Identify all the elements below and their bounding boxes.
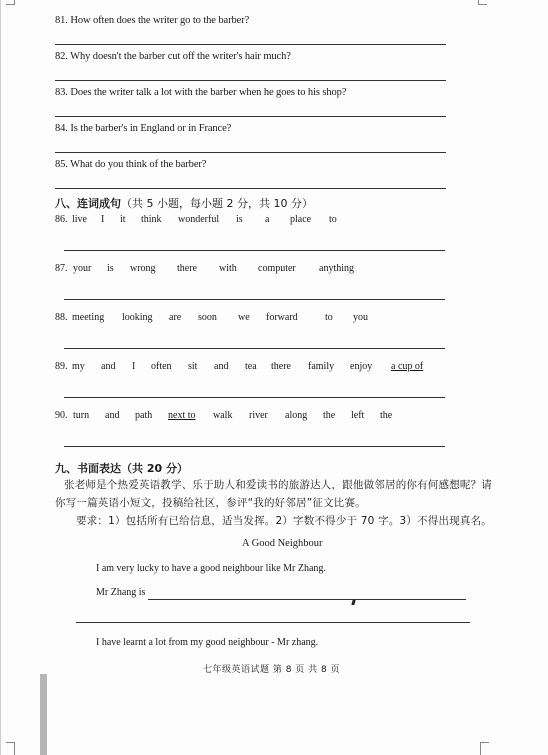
section-8-title: 八、连词成句 [55,197,121,210]
essay-answer-line[interactable] [148,599,466,600]
word: turn [73,410,90,421]
question-number: 87. [55,263,68,274]
question-86 [55,214,455,228]
word: are [169,312,182,323]
answer-line-85[interactable] [55,188,446,189]
word: family [308,361,335,372]
word: there [271,361,291,372]
word: and [214,361,229,372]
section-9-heading [55,460,188,476]
word: left [351,410,365,421]
section-9-points: （共 20 分） [121,462,188,475]
word: walk [213,410,233,421]
word: the [380,410,393,421]
word: computer [258,263,296,274]
word: your [73,263,92,274]
word: wonderful [178,214,220,225]
answer-line-87[interactable] [64,299,445,300]
word: think [141,214,162,225]
page-footer: 七年级英语试题 第 8 页 共 8 页 [203,665,341,675]
question-number: 86. [55,214,68,225]
ink-mark [351,600,355,605]
answer-line-84[interactable] [55,152,446,153]
word: a [265,214,270,225]
word: live [72,214,87,225]
question-89 [55,361,455,375]
word: enjoy [350,361,373,372]
question-90 [55,410,455,424]
essay-prompt-line: Mr Zhang is [96,587,146,598]
word: anything [319,263,354,274]
word: with [219,263,237,274]
question-number: 90. [55,410,68,421]
writing-prompt-line-1: 张老师是个热爱英语教学、乐于助人和爱读书的旅游达人，跟他做邻居的你有何感想呢？请 [64,479,492,491]
essay-title: A Good Neighbour [242,538,323,549]
word: I [132,361,136,372]
word-underlined: next to [168,410,196,421]
answer-line-83[interactable] [55,116,446,117]
word: path [135,410,153,421]
answer-line-90[interactable] [64,446,445,447]
word-underlined: a cup of [391,361,424,372]
writing-prompt-line-2: 你写一篇英语小短文，投稿给社区，参评“我的好邻居”征文比赛。 [55,497,366,509]
answer-line-82[interactable] [55,80,446,81]
crop-mark-top-left [6,0,15,5]
word: river [249,410,268,421]
essay-opening-line: I am very lucky to have a good neighbour like Mr Zhang. [96,563,326,574]
crop-mark-bottom-left [6,742,15,755]
writing-requirements: 要求：1）包括所有已给信息，适当发挥。2）字数不得少于 70 字。3）不得出现真名。 [76,515,492,527]
page-edge [0,0,1,755]
word: to [329,214,337,225]
question-85: 85. What do you think of the barber? [55,159,207,170]
word: soon [198,312,217,323]
question-number: 88. [55,312,68,323]
word: I [101,214,105,225]
word: you [353,312,368,323]
word: sit [188,361,198,372]
word: is [236,214,243,225]
crop-mark-bottom-right [480,742,489,755]
essay-answer-line-2[interactable] [76,622,470,623]
question-88 [55,312,455,326]
word: to [325,312,333,323]
word: the [323,410,336,421]
section-8-heading [55,195,313,211]
crop-mark-top-right [478,0,487,5]
question-87 [55,263,455,277]
section-9-title: 九、书面表达 [55,462,121,475]
word: looking [122,312,153,323]
answer-line-86[interactable] [64,250,445,251]
essay-closing-line: I have learnt a lot from my good neighbour - Mr zhang. [96,637,319,648]
word: wrong [130,263,156,274]
word: tea [245,361,257,372]
question-number: 89. [55,361,68,372]
word: meeting [72,312,105,323]
word: often [151,361,172,372]
word: forward [266,312,298,323]
word: along [285,410,308,421]
answer-line-81[interactable] [55,44,446,45]
word: and [101,361,116,372]
word: my [72,361,85,372]
word: we [238,312,250,323]
answer-line-88[interactable] [64,348,445,349]
word: and [105,410,120,421]
word: is [107,263,114,274]
word: it [120,214,126,225]
scan-binding-shadow [40,674,47,755]
question-84: 84. Is the barber's in England or in France? [55,123,232,134]
question-81: 81. How often does the writer go to the barber? [55,15,250,26]
question-83: 83. Does the writer talk a lot with the barber when he goes to his shop? [55,87,347,98]
word: there [177,263,197,274]
answer-line-89[interactable] [64,397,445,398]
section-8-points: （共 5 小题，每小题 2 分，共 10 分） [121,197,313,210]
word: place [290,214,312,225]
question-82: 82. Why doesn't the barber cut off the writer's hair much? [55,51,291,62]
